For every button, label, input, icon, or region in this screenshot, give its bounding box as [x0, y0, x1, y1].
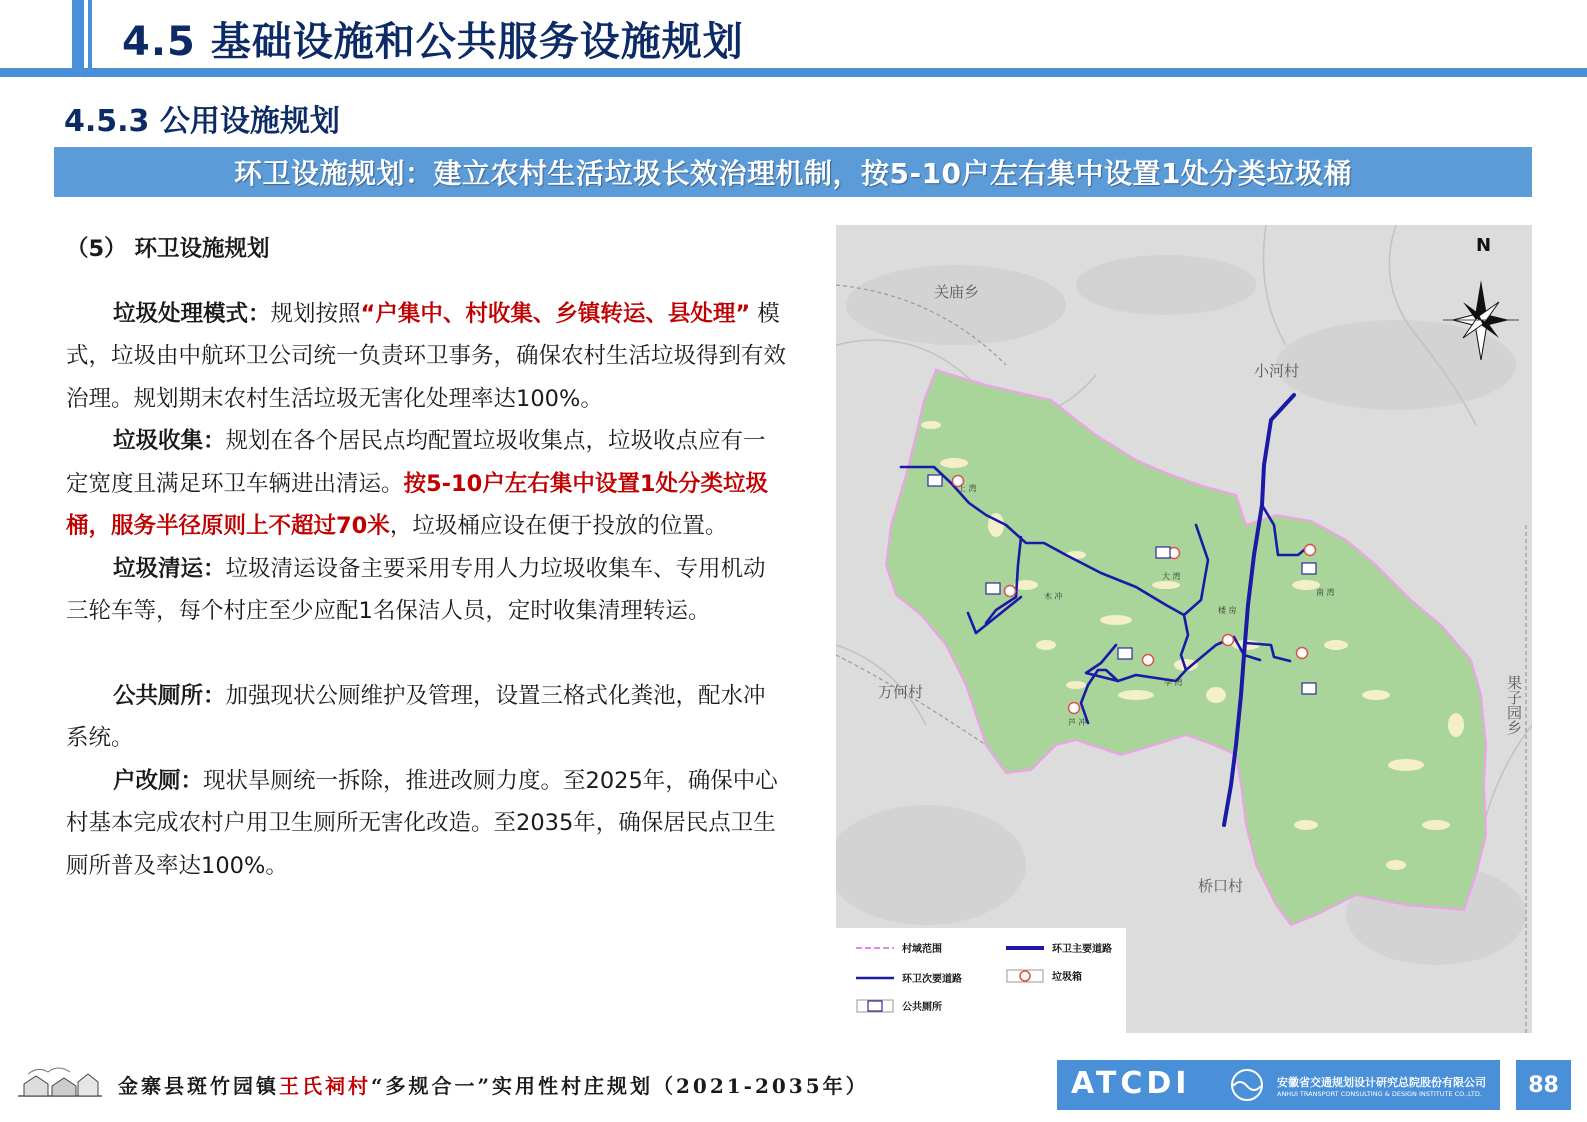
place-label: 桥口村: [1198, 877, 1244, 895]
legend-item-toilet: [856, 998, 942, 1013]
village-label: 楼 房: [1218, 606, 1237, 615]
map-legend: [836, 928, 1126, 1033]
header-accent-bar: [72, 0, 84, 70]
paragraph-text: 垃圾清运设备主要采用专用人力垃圾收集车、专用机动三轮车等，每个村庄至少应配1名保洁人员，定时收集清理转运。: [66, 555, 766, 624]
legend-item-trash-bin: [1006, 968, 1082, 983]
page-title: 4.5 基础设施和公共服务设施规划: [122, 19, 744, 65]
village-label: 芦 冲: [1068, 718, 1087, 727]
summary-banner: [54, 147, 1532, 197]
village-sketch-icon: [18, 1062, 102, 1102]
paragraph-text: ，垃圾桶应设在便于投放的位置。: [389, 513, 728, 539]
sanitation-plan-map: [836, 225, 1532, 1033]
banner-text: 环卫设施规划：建立农村生活垃圾长效治理机制，按5-10户左右集中设置1处分类垃圾桶: [233, 157, 1353, 190]
place-label: 万何村: [878, 683, 924, 701]
section-subtitle: 4.5.3 公用设施规划: [64, 104, 340, 139]
legend-label: 垃圾箱: [1052, 972, 1082, 983]
legend-label: 环卫次要道路: [902, 974, 962, 985]
paragraph-garbage-collection: [66, 420, 786, 548]
footer-title-part: “多规合一”实用性村庄规划（2021-2035年）: [371, 1074, 869, 1098]
trash-bin-icon: [1006, 969, 1044, 983]
company-name-en: ANHUI TRANSPORT CONSULTING & DESIGN INSTITUTE CO.,LTD.: [1277, 1090, 1482, 1098]
paragraph-text: 加强现状公厕维护及管理，设置三格式化粪池，配水冲系统。: [66, 682, 766, 751]
company-logo-block: [1057, 1060, 1500, 1110]
company-name-cn: 安徽省交通规划设计研究总院股份有限公司: [1277, 1076, 1486, 1089]
legend-label: 公共厕所: [902, 1002, 942, 1013]
footer-title: [118, 1070, 869, 1099]
wave-logo-icon: [1225, 1068, 1269, 1102]
village-label: 李 湾: [1164, 678, 1183, 687]
paragraph-text: 模式，垃圾由中航环卫公司统一负责环卫事务，确保农村生活垃圾得到有效治理。规划期末农村生活垃圾无害化处理率达100%。: [66, 300, 787, 412]
paragraph-label: 垃圾处理模式：: [113, 300, 271, 327]
line-icon: [856, 974, 894, 982]
page-number: 88: [1516, 1060, 1571, 1110]
header-rule: [0, 68, 1587, 77]
header-accent-bar-thin: [88, 0, 92, 70]
paragraph-garbage-mode: [66, 293, 786, 421]
paragraph-text: 规划在各个居民点均配置垃圾收集点，垃圾收点应有一定宽度且满足环卫车辆进出清运。: [66, 428, 766, 497]
paragraph-label: 垃圾清运：: [113, 555, 226, 582]
village-label: 上 湾: [958, 484, 977, 493]
footer-title-part: 金寨县斑竹园镇: [118, 1074, 279, 1098]
paragraph-garbage-transport: [66, 548, 786, 633]
legend-label: 环卫主要道路: [1052, 944, 1112, 955]
place-label: 小河村: [1254, 362, 1300, 380]
paragraph-public-toilet: [66, 675, 786, 760]
place-label: 关庙乡: [934, 283, 980, 301]
place-label: 果子园乡: [1505, 675, 1523, 735]
body-text-column: [66, 228, 786, 887]
village-label: 大 湾: [1162, 572, 1181, 581]
toilet-icon: [856, 999, 894, 1013]
highlight-text: 按5-10户左右集中设置1处分类垃圾桶，服务半径原则上不超过70米: [66, 470, 768, 539]
legend-item-secondary-road: [856, 970, 962, 985]
section-heading: （5） 环卫设施规划: [66, 236, 270, 262]
legend-item-boundary: [856, 940, 942, 955]
village-label: 木 冲: [1044, 592, 1063, 601]
dashed-line-icon: [856, 944, 894, 952]
company-logo-mark: ATCDI: [1071, 1066, 1191, 1101]
paragraph-label: 公共厕所：: [113, 682, 226, 709]
paragraph-label: 户改厕：: [113, 767, 204, 794]
map-graphics: [836, 225, 1532, 1033]
paragraph-text: 现状旱厕统一拆除，推进改厕力度。至2025年，确保中心村基本完成农村户用卫生厕所无害化改造。至2035年，确保居民点卫生厕所普及率达100%。: [66, 767, 778, 879]
thick-line-icon: [1006, 944, 1044, 952]
paragraph-text: 规划按照: [270, 300, 361, 327]
legend-label: 村域范围: [902, 944, 942, 955]
village-label: 南 湾: [1316, 588, 1335, 597]
legend-item-main-road: [1006, 940, 1112, 955]
highlight-text: “户集中、村收集、乡镇转运、县处理”: [360, 300, 751, 327]
footer-title-village: 王氏祠村: [279, 1074, 371, 1098]
north-label: N: [1476, 235, 1492, 256]
paragraph-label: 垃圾收集：: [113, 428, 226, 454]
spacer: [66, 633, 786, 675]
paragraph-toilet-renovation: [66, 760, 786, 888]
